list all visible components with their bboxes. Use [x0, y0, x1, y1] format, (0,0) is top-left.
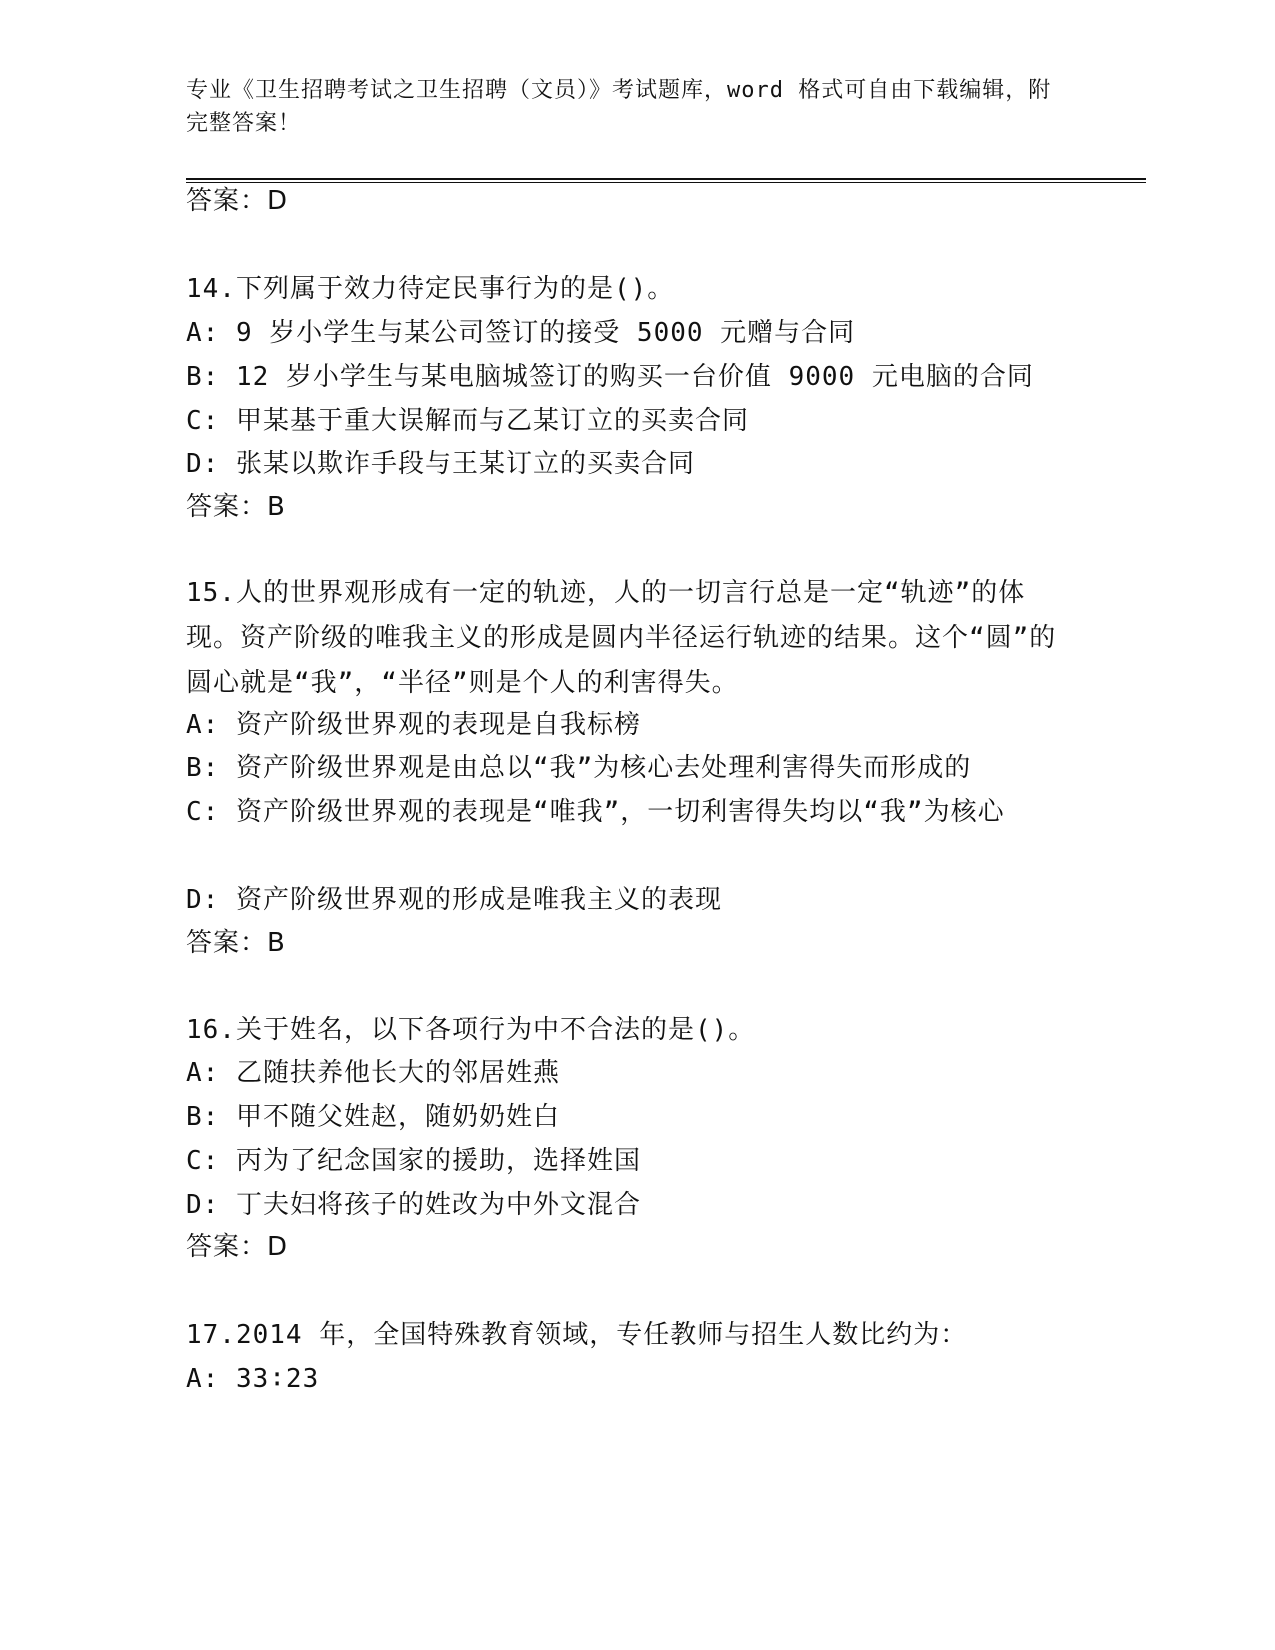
- question-15-option-a: A: 资产阶级世界观的表现是自我标榜: [186, 710, 641, 740]
- answer-14: 答案：B: [186, 492, 286, 522]
- question-16-option-a: A: 乙随扶养他长大的邻居姓燕: [186, 1058, 560, 1088]
- question-15-option-b: B: 资产阶级世界观是由总以“我”为核心去处理利害得失而形成的: [186, 753, 972, 783]
- page-header: 专业《卫生招聘考试之卫生招聘（文员）》考试题库，word 格式可自由下载编辑，附完整答案！: [186, 78, 1052, 136]
- question-16-option-c: C: 丙为了纪念国家的援助，选择姓国: [186, 1146, 641, 1176]
- question-15-stem: 15.人的世界观形成有一定的轨迹，人的一切言行总是一定“轨迹”的体现。资产阶级的唯我主义的形成是圆内半径运行轨迹的结果。这个“圆”的圆心就是“我”，“半径”则是个人的利害得失。: [186, 578, 1057, 698]
- question-16-option-b: B: 甲不随父姓赵，随奶奶姓白: [186, 1102, 560, 1132]
- header-divider-thin: [186, 182, 1146, 183]
- question-14-stem: 14.下列属于效力待定民事行为的是()。: [186, 274, 675, 304]
- header-divider-thick: [186, 178, 1146, 180]
- question-16-stem: 16.关于姓名，以下各项行为中不合法的是()。: [186, 1015, 756, 1045]
- answer-13: 答案：D: [186, 186, 289, 216]
- question-14-option-b: B: 12 岁小学生与某电脑城签订的购买一台价值 9000 元电脑的合同: [186, 362, 1034, 392]
- question-17-stem: 17.2014 年，全国特殊教育领域，专任教师与招生人数比约为：: [186, 1320, 968, 1350]
- question-15-option-d: D: 资产阶级世界观的形成是唯我主义的表现: [186, 885, 722, 915]
- question-14-option-d: D: 张某以欺诈手段与王某订立的买卖合同: [186, 449, 695, 479]
- answer-15: 答案：B: [186, 928, 286, 958]
- question-15-option-c: C: 资产阶级世界观的表现是“唯我”，一切利害得失均以“我”为核心: [186, 797, 1005, 827]
- answer-16: 答案：D: [186, 1232, 289, 1262]
- question-16-option-d: D: 丁夫妇将孩子的姓改为中外文混合: [186, 1190, 641, 1220]
- question-17-option-a: A: 33∶23: [186, 1364, 320, 1394]
- question-14-option-c: C: 甲某基于重大误解而与乙某订立的买卖合同: [186, 406, 749, 436]
- document-page: [186, 0, 1146, 1650]
- question-14-option-a: A: 9 岁小学生与某公司签订的接受 5000 元赠与合同: [186, 318, 856, 348]
